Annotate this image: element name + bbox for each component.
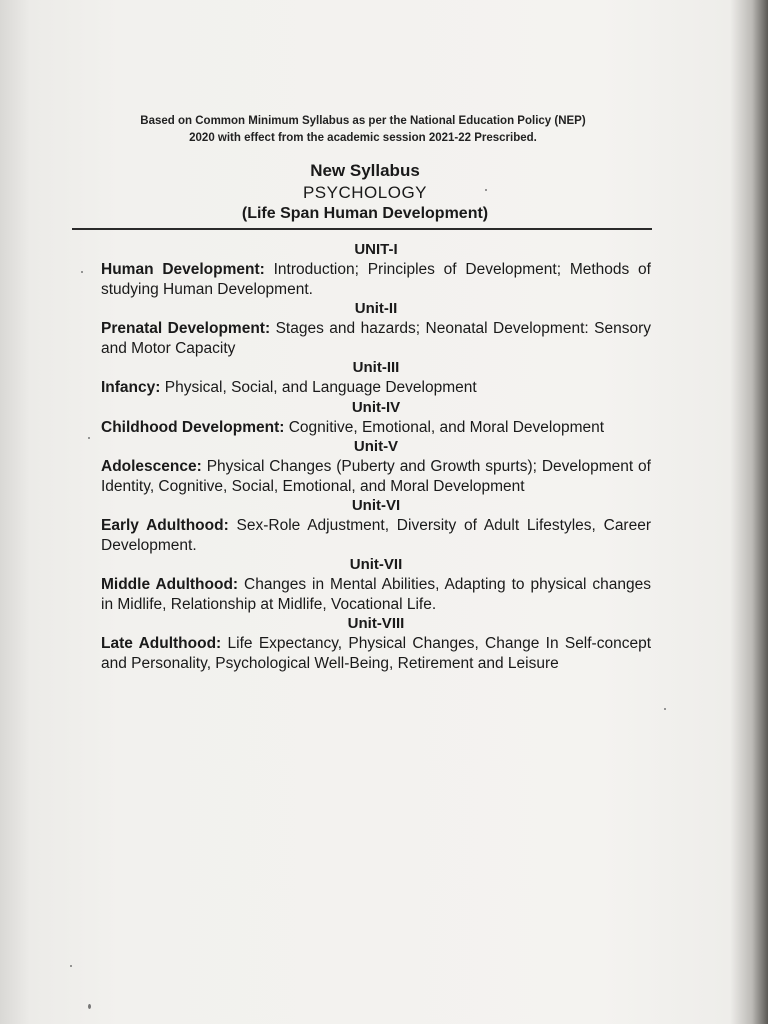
unit-heading: Unit-VI bbox=[351, 497, 401, 514]
units-list bbox=[101, 240, 651, 673]
unit-text: Sex-Role Adjustment, Diversity of Adult Lifestyles, Career Development. bbox=[101, 517, 651, 554]
header-line-1: Based on Common Minimum Syllabus as per the National Education Policy (NEP) bbox=[140, 115, 586, 127]
unit-body bbox=[101, 319, 651, 358]
unit-body bbox=[101, 457, 651, 496]
unit-term: Early Adulthood: bbox=[101, 517, 229, 534]
header-line-2: 2020 with effect from the academic session 2021-22 Prescribed. bbox=[189, 132, 537, 144]
unit-heading: Unit-III bbox=[352, 359, 400, 376]
unit-heading: Unit-VII bbox=[349, 556, 403, 573]
title-paper: (Life Span Human Development) bbox=[241, 205, 489, 222]
unit-heading: UNIT-I bbox=[354, 241, 398, 258]
title-block bbox=[120, 160, 610, 225]
unit-body bbox=[101, 634, 651, 673]
unit-heading: Unit-IV bbox=[351, 398, 401, 416]
unit-body bbox=[101, 378, 651, 398]
scan-speck bbox=[485, 189, 487, 191]
unit-text: Introduction; Principles of Development; Methods of studying Human Development. bbox=[101, 261, 651, 298]
scan-speck bbox=[664, 708, 666, 710]
unit-heading: Unit-VIII bbox=[347, 615, 405, 632]
unit-body bbox=[101, 516, 651, 555]
title-new-syllabus: New Syllabus bbox=[310, 161, 420, 180]
unit-text: Stages and hazards; Neonatal Development: Sensory and Motor Capacity bbox=[101, 320, 652, 357]
syllabus-header bbox=[88, 113, 638, 147]
unit-body bbox=[101, 260, 651, 299]
unit-text: Changes in Mental Abilities, Adapting to physical changes in Midlife, Relationship at Midlife, Vocational Life. bbox=[101, 576, 652, 613]
title-subject: PSYCHOLOGY bbox=[302, 183, 428, 202]
unit-term: Adolescence: bbox=[101, 458, 202, 475]
unit-heading: Unit-V bbox=[353, 438, 399, 455]
unit-term: Late Adulthood: bbox=[101, 635, 222, 652]
scan-speck bbox=[88, 1004, 91, 1009]
unit-term: Middle Adulthood: bbox=[101, 576, 239, 593]
scan-speck bbox=[70, 965, 72, 967]
scan-speck bbox=[88, 437, 90, 439]
unit-text: Cognitive, Emotional, and Moral Development bbox=[288, 418, 605, 436]
unit-term: Infancy: bbox=[101, 379, 161, 396]
unit-term: Childhood Development: bbox=[101, 418, 285, 436]
scan-speck bbox=[81, 271, 83, 273]
unit-text: Physical, Social, and Language Development bbox=[164, 379, 477, 396]
unit-term: Prenatal Development: bbox=[101, 320, 271, 337]
unit-term: Human Development: bbox=[101, 261, 265, 278]
title-divider bbox=[72, 228, 652, 230]
unit-heading: Unit-II bbox=[354, 300, 398, 317]
unit-body bbox=[101, 575, 651, 614]
unit-body bbox=[101, 418, 651, 438]
unit-text: Physical Changes (Puberty and Growth spurts); Development of Identity, Cognitive, Social, Emotional, and Moral Development bbox=[101, 458, 651, 495]
unit-text: Life Expectancy, Physical Changes, Change In Self-concept and Personality, Psychological Well-Being, Retirement and Leisure bbox=[101, 635, 652, 672]
